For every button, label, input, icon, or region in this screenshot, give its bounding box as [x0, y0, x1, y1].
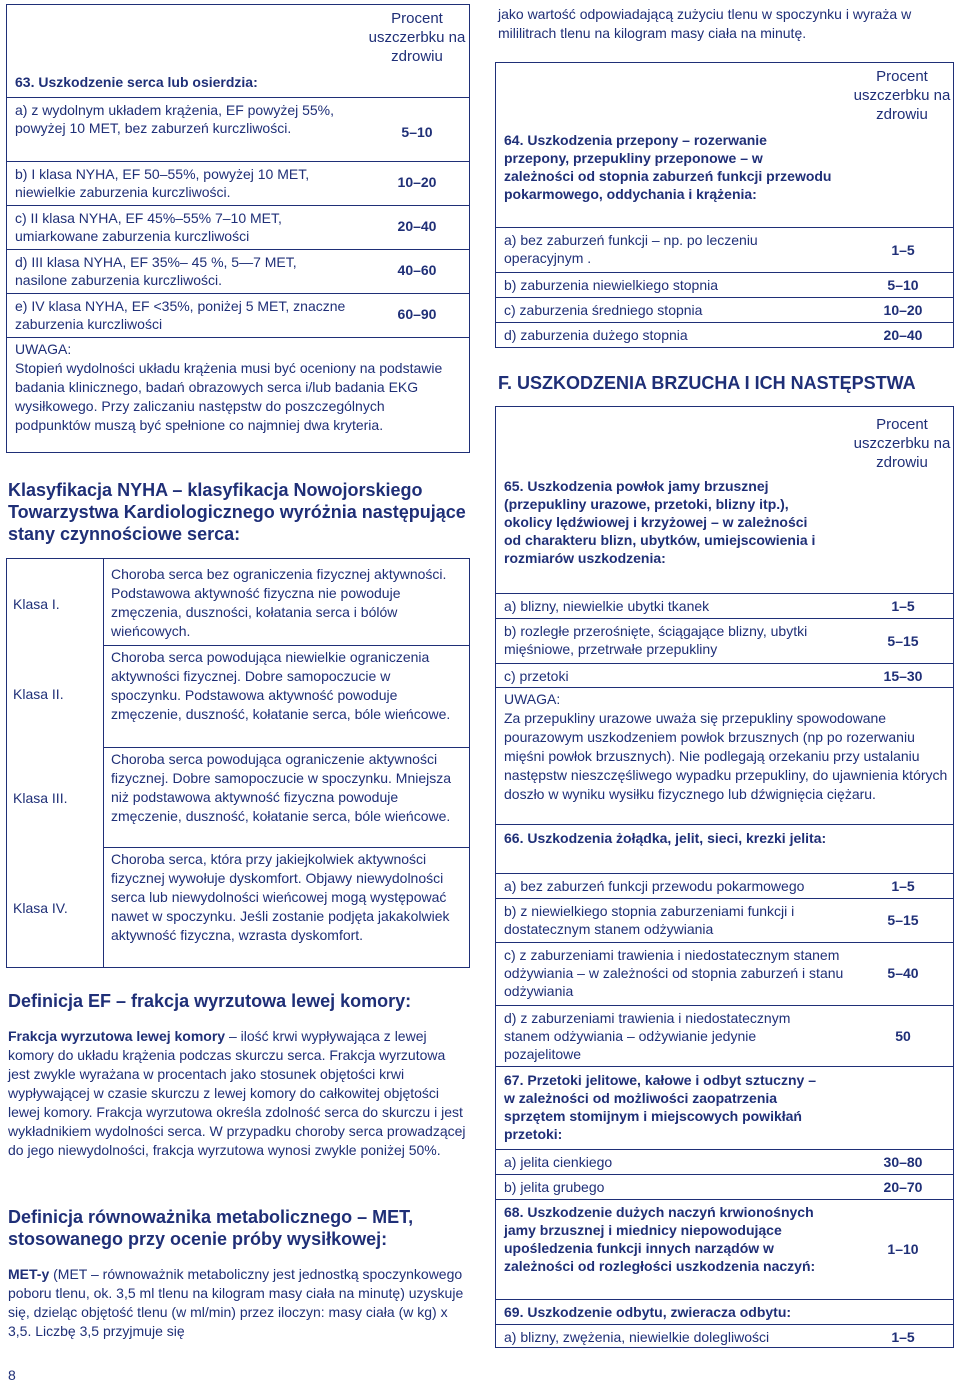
ef-term: Frakcja wyrzutowa lewej komory — [8, 1028, 226, 1044]
row-value: 20–70 — [883, 1179, 923, 1195]
row-label: c) II klasa NYHA, EF 45%–55% 7–10 MET, umiarkowane zaburzenia kurczliwości — [15, 210, 282, 244]
table-row — [103, 847, 469, 848]
table-65-69 — [495, 406, 954, 1348]
table-row — [496, 1174, 953, 1175]
row-value: 5–40 — [887, 965, 919, 981]
nyha-class-name: Klasa III. — [13, 790, 68, 806]
row-label: c) z zaburzeniami trawienia i niedostatecznym stanem odżywiania – w zależności od stopnia zaburzeń i stanu odżywiania — [504, 947, 844, 999]
row-value: 1–5 — [891, 242, 915, 258]
nyha-heading: Klasyfikacja NYHA – klasyfikacja Nowojorskiego Towarzystwa Kardiologicznego wyróżnia następujące stany czynnościowe serca: — [8, 480, 466, 544]
row-value: 40–60 — [397, 262, 437, 278]
nyha-class-name: Klasa IV. — [13, 900, 68, 916]
continuation-text: jako wartość odpowiadającą zużyciu tlenu w spoczynku i wyraża w mililitrach tlenu na kilogram masy ciała na minutę. — [498, 6, 912, 41]
item-title: 68. Uszkodzenie dużych naczyń krwionośnych jamy brzusznej i miednicy niepowodujące upośledzenia funkcji innych narządów w zależności od rozległości uszkodzenia naczyń: — [504, 1204, 816, 1274]
table-row — [7, 161, 469, 162]
row-label: d) z zaburzeniami trawienia i niedostatecznym stanem odżywiania – odżywianie jedynie pozajelitowe — [504, 1010, 791, 1062]
table-row — [496, 593, 953, 594]
table-row — [496, 227, 953, 228]
table-row — [7, 293, 469, 294]
row-label: a) blizny, zwężenia, niewielkie dolegliwości — [504, 1329, 770, 1345]
row-value: 5–10 — [401, 124, 433, 140]
row-label: b) jelita grubego — [504, 1179, 605, 1195]
row-label: a) z wydolnym układem krążenia, EF powyżej 55%, powyżej 10 MET, bez zaburzeń kurczliwości. — [15, 102, 335, 136]
row-value: 5–15 — [887, 633, 919, 649]
table-row — [496, 687, 953, 688]
row-label: c) przetoki — [504, 668, 569, 684]
row-value: 30–80 — [883, 1154, 923, 1170]
table-row — [496, 1066, 953, 1067]
row-value: 10–20 — [397, 174, 437, 190]
table-row — [496, 297, 953, 298]
percent-header: Procent uszczerbku na zdrowiu — [853, 68, 951, 123]
table-row — [496, 1299, 953, 1300]
note-text: Za przepukliny urazowe uważa się przepukliny spowodowane pourazowym uszkodzeniem powłok brzusznych (np po rozerwaniu mięśni powłok brzusznych). Nie podlegają orzekaniu przy ustalaniu następstw nieszczęśliwego wypadku przepukliny, do ujawnienia których doszło w wyniku wysiłku fizycznego lub dźwignięcia ciężaru. — [504, 710, 948, 802]
item-title: 64. Uszkodzenia przepony – rozerwanie przepony, przepukliny przeponowe – w zależności od stopnia zaburzeń funkcji przewodu pokarmowego, oddychania i krążenia: — [504, 132, 832, 202]
table-row — [496, 898, 953, 899]
row-label: a) jelita cienkiego — [504, 1154, 613, 1170]
row-label: a) bez zaburzeń funkcji przewodu pokarmowego — [504, 878, 805, 894]
table-row — [496, 824, 953, 825]
item-title: 67. Przetoki jelitowe, kałowe i odbyt sztuczny – w zależności od możliwości zaopatrzenia sprzętem stomijnym i miejscowych powikłań przetoki: — [504, 1072, 816, 1142]
row-label: d) zaburzenia dużego stopnia — [504, 327, 688, 343]
table-row — [496, 272, 953, 273]
row-value: 5–15 — [887, 912, 919, 928]
row-label: c) zaburzenia średniego stopnia — [504, 302, 703, 318]
table-row — [7, 249, 469, 250]
table-row — [496, 1149, 953, 1150]
table-row — [7, 97, 469, 98]
table-row — [103, 645, 469, 646]
met-description: (MET – równoważnik metaboliczny jest jednostką spoczynkowego poboru tlenu, ok. 3,5 ml tlenu na kilogram masy ciała na minutę) uzyskuje się, dzieląc objętość tlenu (w ml/min) przez iloczyn: masy ciała (w kg) x 3,5. Liczbę 3,5 przyjmuje się — [8, 1266, 464, 1339]
row-label: b) z niewielkiego stopnia zaburzeniami funkcji i dostatecznym stanem odżywiania — [504, 903, 795, 937]
table-row — [496, 663, 953, 664]
page-number: 8 — [8, 1367, 16, 1383]
nyha-divider — [103, 559, 104, 967]
row-label: b) rozległe przerośnięte, ściągające blizny, ubytki mięśniowe, przetrwałe przepukliny — [504, 623, 808, 657]
note-title: UWAGA: — [504, 691, 561, 707]
row-label: a) bez zaburzeń funkcji – np. po leczeniu operacyjnym . — [504, 232, 758, 266]
item-title: 63. Uszkodzenie serca lub osierdzia: — [15, 74, 258, 90]
table-row — [7, 205, 469, 206]
table-row — [103, 747, 469, 748]
table-63 — [6, 4, 470, 453]
nyha-class-desc: Choroba serca powodująca ograniczenie aktywności fizycznej. Dobre samopoczucie w spoczynku. Mniejsza niż podstawowa aktywność fizyczna powoduje zmęczenie, duszność, kołatanie serca, bóle wieńcowe. — [111, 751, 452, 824]
row-value: 50 — [895, 1028, 911, 1044]
table-row — [496, 1199, 953, 1200]
table-row — [496, 1005, 953, 1006]
item-title: 66. Uszkodzenia żołądka, jelit, sieci, krezki jelita: — [504, 830, 827, 846]
row-value: 5–10 — [887, 277, 919, 293]
row-value: 60–90 — [397, 306, 437, 322]
row-label: d) III klasa NYHA, EF 35%– 45 %, 5—7 MET, nasilone zaburzenia kurczliwości. — [15, 254, 297, 288]
nyha-class-desc: Choroba serca bez ograniczenia fizycznej aktywności. Podstawowa aktywność fizyczna nie powoduje zmęczenia, duszności, kołatania serca i bólów wieńcowych. — [111, 566, 447, 639]
table-row — [496, 322, 953, 323]
nyha-class-desc: Choroba serca, która przy jakiejkolwiek aktywności fizycznej wywołuje dyskomfort. Objawy niewydolności serca lub niewydolności wieńcowej mogą występować nawet w spoczynku. Jeśli zostanie podjęta jakakolwiek aktywność fizyczna, wzrasta dyskomfort. — [111, 851, 450, 943]
item-title: 69. Uszkodzenie odbytu, zwieracza odbytu: — [504, 1304, 792, 1320]
note-title: UWAGA: — [15, 341, 72, 357]
table-row — [7, 337, 469, 338]
table-64 — [495, 62, 954, 348]
row-value: 20–40 — [397, 218, 437, 234]
row-label: b) zaburzenia niewielkiego stopnia — [504, 277, 719, 293]
note-text: Stopień wydolności układu krążenia musi być oceniony na podstawie badania klinicznego, badań obrazowych serca i/lub badania EKG wysiłkowego. Przy zaliczaniu następstw do poszczególnych podpunktów muszą być spełnione co najmniej dwa kryteria. — [15, 360, 443, 433]
section-f-heading: F. USZKODZENIA BRZUCHA I ICH NASTĘPSTWA — [498, 373, 916, 393]
ef-description: – ilość krwi wypływająca z lewej komory do układu krążenia podczas skurczu serca. Frakcja wyrzutowa jest zwykle wyrażana w procentach jako stosunek objętości krwi wypływającej w czasie skurczu z lewej komory do całkowitej objętości lewej komory. Frakcja wyrzutowa określa zdolność serca do skurczu i jest wykładnikiem wydolności serca. W przypadku choroby serca prowadzącej do jego niewydolności, frakcja wyrzutowa wynosi zwykle poniżej 50%. — [8, 1028, 466, 1158]
row-label: a) blizny, niewielkie ubytki tkanek — [504, 598, 710, 614]
percent-header: Procent uszczerbku na zdrowiu — [368, 10, 466, 65]
row-label: b) I klasa NYHA, EF 50–55%, powyżej 10 MET, niewielkie zaburzenia kurczliwości. — [15, 166, 310, 200]
met-term: MET-y — [8, 1266, 50, 1282]
table-row — [496, 1324, 953, 1325]
row-value: 1–10 — [887, 1241, 919, 1257]
row-label: e) IV klasa NYHA, EF <35%, poniżej 5 MET, znaczne zaburzenia kurczliwości — [15, 298, 346, 332]
table-row — [496, 618, 953, 619]
met-heading: Definicja równoważnika metabolicznego – MET, stosowanego przy ocenie próby wysiłkowej: — [8, 1207, 414, 1249]
nyha-table — [6, 558, 470, 968]
percent-header: Procent uszczerbku na zdrowiu — [853, 416, 951, 471]
table-row — [496, 873, 953, 874]
table-row — [496, 942, 953, 943]
row-value: 15–30 — [883, 668, 923, 684]
nyha-class-desc: Choroba serca powodująca niewielkie ograniczenia aktywności fizycznej. Dobre samopoczucie w spoczynku. Podstawowa aktywność powoduje zmęczenie, duszność, kołatanie serca, bóle wieńcowe. — [111, 649, 451, 722]
nyha-class-name: Klasa II. — [13, 686, 64, 702]
item-title: 65. Uszkodzenia powłok jamy brzusznej (przepukliny urazowe, przetoki, blizny itp.), okolicy lędźwiowej i krzyżowej – w zależności od charakteru blizn, ubytków, umiejscowienia i rozmiarów uszkodzenia: — [504, 478, 816, 566]
met-text — [8, 1265, 466, 1341]
ef-text — [8, 1027, 466, 1160]
row-value: 20–40 — [883, 327, 923, 343]
ef-heading: Definicja EF – frakcja wyrzutowa lewej komory: — [8, 991, 412, 1011]
row-value: 1–5 — [891, 878, 915, 894]
row-value: 1–5 — [891, 598, 915, 614]
row-value: 10–20 — [883, 302, 923, 318]
nyha-class-name: Klasa I. — [13, 596, 60, 612]
row-value: 1–5 — [891, 1329, 915, 1345]
